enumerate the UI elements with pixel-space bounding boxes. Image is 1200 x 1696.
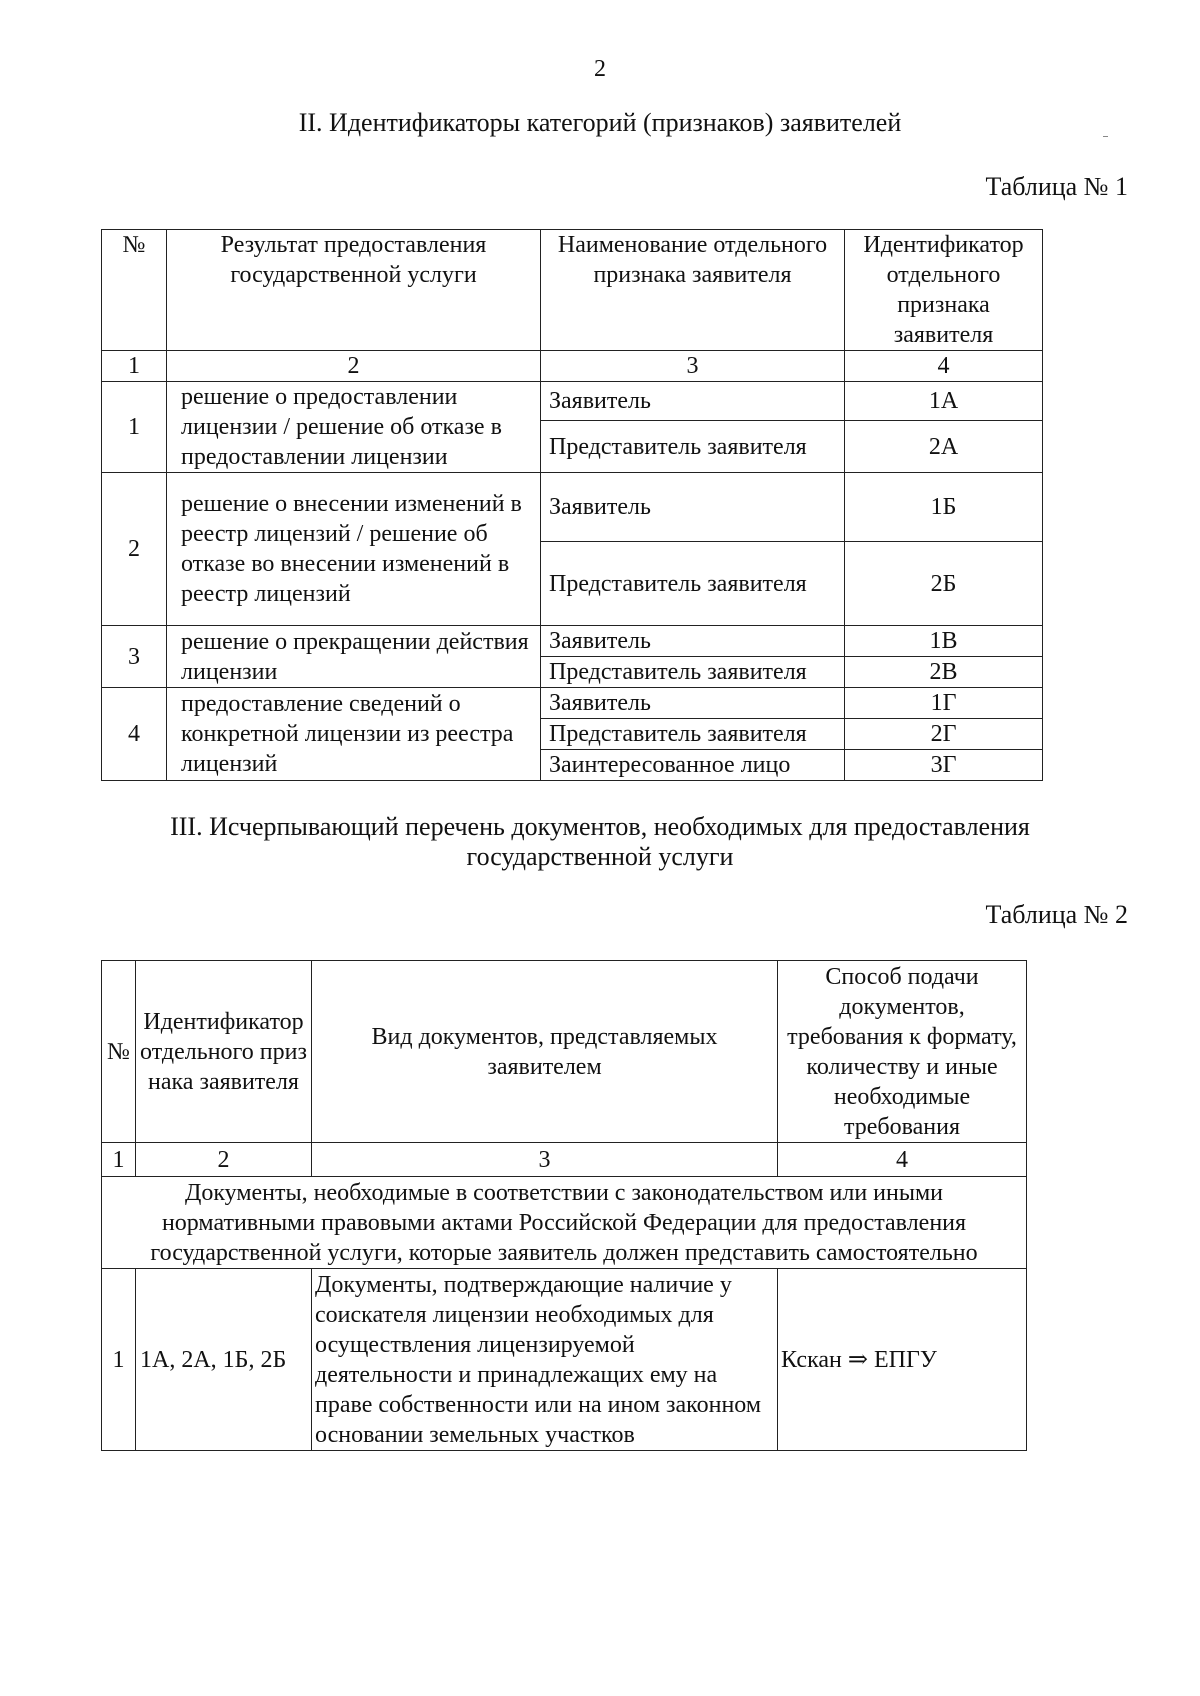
t1-colnum: 4	[845, 351, 1043, 382]
t2-subheading: Документы, необходимые в соответствии с законодательством или иными нормативными правовыми актами Российской Федерации для предоставления государственной услуги, которые заявитель должен представить самостоятельно	[102, 1177, 1027, 1269]
t1-header-id: Идентификатор отдельного признака заявителя	[845, 230, 1043, 351]
table-row	[102, 688, 1043, 719]
t1-row-result: предоставление сведений о конкретной лицензии из реестра лицензий	[167, 688, 541, 781]
t1-row-applicant-name: Представитель заявителя	[541, 657, 845, 688]
t1-row-applicant-id: 1Г	[845, 688, 1043, 719]
t2-header-doc: Вид документов, представляемых заявителем	[312, 961, 778, 1143]
t1-row-num: 4	[102, 688, 167, 781]
table-2	[101, 960, 1027, 1451]
t1-row-applicant-name: Заявитель	[541, 688, 845, 719]
t2-row-ids: 1А, 2А, 1Б, 2Б	[136, 1269, 312, 1451]
t2-row-doc: Документы, подтверждающие наличие у соискателя лицензии необходимых для осуществления лицензируемой деятельности и принадлежащих ему на праве собственности или на ином законном основании земельных участков	[312, 1269, 778, 1451]
t1-row-applicant-id: 2Г	[845, 719, 1043, 750]
t1-header-num: №	[102, 230, 167, 351]
t2-colnum: 2	[136, 1143, 312, 1177]
t1-row-applicant-id: 1Б	[845, 473, 1043, 542]
scan-mark	[1103, 136, 1108, 137]
t1-row-result: решение о внесении изменений в реестр лицензий / решение об отказе во внесении изменений в реестр лицензий	[167, 473, 541, 626]
t2-colnum: 4	[778, 1143, 1027, 1177]
t1-row-applicant-name: Заинтересованное лицо	[541, 750, 845, 781]
table-2-colnum-row	[102, 1143, 1027, 1177]
t1-row-num: 3	[102, 626, 167, 688]
t1-row-applicant-id: 2А	[845, 421, 1043, 473]
t1-header-name: Наименование отдельного признака заявителя	[541, 230, 845, 351]
t1-row-applicant-name: Представитель заявителя	[541, 719, 845, 750]
table-2-subheading-row	[102, 1177, 1027, 1269]
table-2-header-row	[102, 961, 1027, 1143]
t1-colnum: 3	[541, 351, 845, 382]
t1-colnum: 2	[167, 351, 541, 382]
t1-row-applicant-id: 2В	[845, 657, 1043, 688]
t2-row-num: 1	[102, 1269, 136, 1451]
t1-colnum: 1	[102, 351, 167, 382]
t1-row-result: решение о предоставлении лицензии / решение об отказе в предоставлении лицензии	[167, 382, 541, 473]
t2-header-method: Способ подачи документов, требования к формату, количеству и иные необходимые требования	[778, 961, 1027, 1143]
t1-row-applicant-name: Представитель заявителя	[541, 421, 845, 473]
t1-row-applicant-name: Заявитель	[541, 626, 845, 657]
t2-colnum: 1	[102, 1143, 136, 1177]
t2-colnum: 3	[312, 1143, 778, 1177]
t1-row-applicant-name: Заявитель	[541, 382, 845, 421]
t1-row-result: решение о прекращении действия лицензии	[167, 626, 541, 688]
t2-row-method: Кскан ⇒ ЕПГУ	[778, 1269, 1027, 1451]
table-1-caption: Таблица № 1	[985, 172, 1128, 201]
table-row	[102, 382, 1043, 421]
table-2-caption: Таблица № 2	[985, 900, 1128, 929]
table-1-colnum-row	[102, 351, 1043, 382]
t1-row-num: 1	[102, 382, 167, 473]
t2-header-id: Идентификатор отдельного признака заявителя	[136, 961, 312, 1143]
table-row	[102, 473, 1043, 542]
t1-header-result: Результат предоставления государственной услуги	[167, 230, 541, 351]
t2-header-num: №	[102, 961, 136, 1143]
table-row	[102, 1269, 1027, 1451]
t1-row-applicant-id: 3Г	[845, 750, 1043, 781]
t1-row-num: 2	[102, 473, 167, 626]
t1-row-applicant-name: Заявитель	[541, 473, 845, 542]
page-number: 2	[594, 56, 606, 82]
t1-row-applicant-id: 2Б	[845, 542, 1043, 626]
table-row	[102, 626, 1043, 657]
t1-row-applicant-name: Представитель заявителя	[541, 542, 845, 626]
section-3-heading: III. Исчерпывающий перечень документов, необходимых для предоставления государственной услуги	[170, 812, 1030, 871]
table-1	[101, 229, 1043, 781]
section-2-heading: II. Идентификаторы категорий (признаков) заявителей	[298, 108, 902, 137]
table-1-header-row	[102, 230, 1043, 351]
t1-row-applicant-id: 1В	[845, 626, 1043, 657]
t1-row-applicant-id: 1А	[845, 382, 1043, 421]
